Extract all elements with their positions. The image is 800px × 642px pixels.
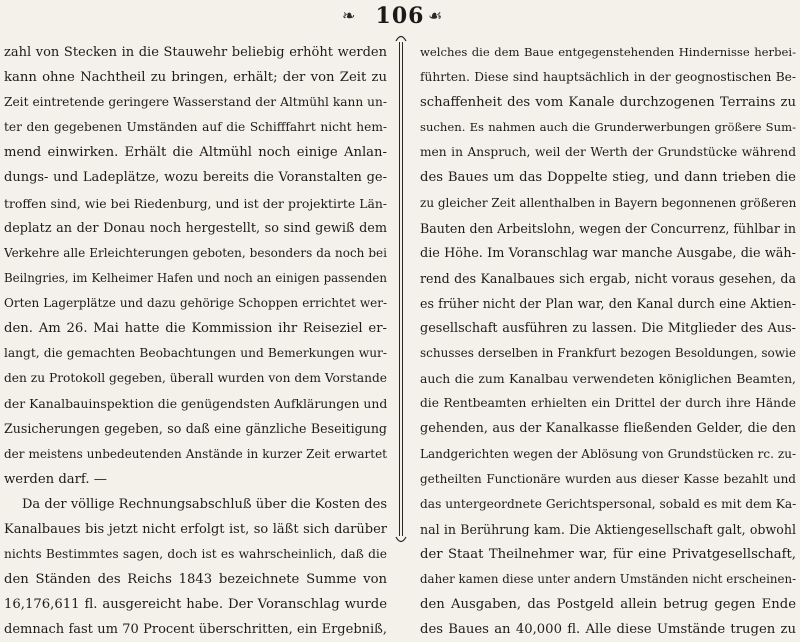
text-line: deplatz an der Donau noch hergestellt, so sind gewiß dem xyxy=(4,220,387,236)
page-number: 106 xyxy=(375,3,425,29)
text-line: die Höhe. Im Voranschlag war manche Ausgabe, die wäh- xyxy=(420,245,796,261)
text-line: den Ausgaben, das Postgeld allein betrug gegen Ende xyxy=(420,597,796,613)
text-line: den. Am 26. Mai hatte die Kommission ihr Reiseziel er- xyxy=(4,321,387,337)
right-text-column xyxy=(420,40,796,642)
text-line: des Baues an 40,000 fl. Alle diese Umstände trugen zu xyxy=(420,622,796,638)
paragraph-start-line: Da der völlige Rechnungsabschluß über die Kosten des xyxy=(22,496,387,512)
text-line: Zusicherungen gegeben, so daß eine gänzliche Beseitigung xyxy=(4,421,387,437)
text-line: Kanalbaues bis jetzt nicht erfolgt ist, so läßt sich darüber xyxy=(4,521,387,537)
text-line: kann ohne Nachtheil zu bringen, erhält; der von Zeit zu xyxy=(4,70,387,86)
divider-top-ornament-icon xyxy=(395,34,407,42)
text-line: suchen. Es nahmen auch die Grunderwerbungen größere Sum- xyxy=(420,120,796,135)
text-line: Orten Lagerplätze und dazu gehörige Schoppen errichtet wer- xyxy=(4,295,387,310)
text-line: daher kamen diese unter andern Umständen nicht erscheinen- xyxy=(420,571,796,586)
right-ornament-icon: ☙ xyxy=(428,6,443,25)
text-line: Bauten den Arbeitslohn, wegen der Concurrenz, fühlbar in xyxy=(420,220,796,236)
text-line: mend einwirken. Erhält die Altmühl noch einige Anlan- xyxy=(4,145,387,161)
text-line: schaffenheit des vom Kanale durchzogenen Terrains zu xyxy=(420,95,796,111)
text-line: nichts Bestimmtes sagen, doch ist es wahrscheinlich, daß die xyxy=(4,546,387,561)
text-line: Verkehre alle Erleichterungen geboten, besonders da noch bei xyxy=(4,245,387,260)
text-line: Beilngries, im Kelheimer Hafen und noch an einigen passenden xyxy=(4,270,387,285)
text-line: gehenden, aus der Kanalkasse fließenden Gelder, die den xyxy=(420,421,796,437)
text-line: der Staat Theilnehmer war, für eine Privatgesellschaft, xyxy=(420,546,796,562)
text-line: zahl von Stecken in die Stauwehr beliebig erhöht werden xyxy=(4,45,387,60)
text-line: rend des Kanalbaues sich ergab, nicht voraus gesehen, da xyxy=(420,270,796,286)
text-line: den zu Protokoll gegeben, überall wurden von dem Vorstande xyxy=(4,371,387,386)
text-line: troffen sind, wie bei Riedenburg, und ist der projektirte Län- xyxy=(4,195,387,211)
text-line: der Kanalbauinspektion die genügendsten Aufklärungen und xyxy=(4,396,387,412)
text-line: das untergeordnete Gerichtspersonal, sobald es mit dem Ka- xyxy=(420,496,796,511)
divider-bottom-ornament-icon xyxy=(395,536,407,544)
text-line: den Ständen des Reichs 1843 bezeichnete Summe von xyxy=(4,571,387,587)
text-line: zu gleicher Zeit allenthalben in Bayern begonnenen größeren xyxy=(420,195,796,210)
text-line: führten. Diese sind hauptsächlich in der geognostischen Be- xyxy=(420,70,796,85)
text-line: ter den gegebenen Umständen auf die Schifffahrt nicht hem- xyxy=(4,120,387,135)
left-text-column xyxy=(4,40,387,642)
text-line: men in Anspruch, weil der Werth der Grundstücke während xyxy=(420,145,796,160)
text-line: auch die zum Kanalbau verwendeten königlichen Beamten, xyxy=(420,371,796,387)
text-line: schusses derselben in Frankfurt bezogen Besoldungen, sowie xyxy=(420,346,796,361)
text-line: gesellschaft ausführen zu lassen. Die Mitglieder des Aus- xyxy=(420,321,796,337)
text-line: nal in Berührung kam. Die Aktiengesellschaft galt, obwohl xyxy=(420,521,796,537)
left-ornament-icon: ❧ xyxy=(342,6,356,25)
text-line: werden darf. — xyxy=(4,471,107,487)
text-line: welches die dem Baue entgegenstehenden Hindernisse herbei- xyxy=(420,45,796,59)
column-divider xyxy=(395,34,409,544)
text-line: 16,176,611 fl. ausgereicht habe. Der Voranschlag wurde xyxy=(4,597,387,613)
text-line: es früher nicht der Plan war, den Kanal durch eine Aktien- xyxy=(420,295,796,311)
text-line: getheilten Functionäre wurden aus dieser Kasse bezahlt und xyxy=(420,471,796,486)
text-line: langt, die gemachten Beobachtungen und Bemerkungen wur- xyxy=(4,346,387,361)
divider-rule xyxy=(399,42,403,536)
text-line: dungs- und Ladeplätze, wozu bereits die Voranstalten ge- xyxy=(4,170,387,186)
text-line: Landgerichten wegen der Ablösung von Grundstücken rc. zu- xyxy=(420,446,796,461)
text-line: die Rentbeamten erhielten ein Drittel der durch ihre Hände xyxy=(420,396,796,411)
text-line: des Baues um das Doppelte stieg, und dann trieben die xyxy=(420,170,796,186)
page-header xyxy=(0,2,800,32)
text-line: Zeit eintretende geringere Wasserstand der Altmühl kann un- xyxy=(4,95,387,110)
text-line: demnach fast um 70 Procent überschritten, ein Ergebniß, xyxy=(4,622,387,638)
text-line: der meistens unbedeutenden Anstände in kurzer Zeit erwartet xyxy=(4,446,387,461)
